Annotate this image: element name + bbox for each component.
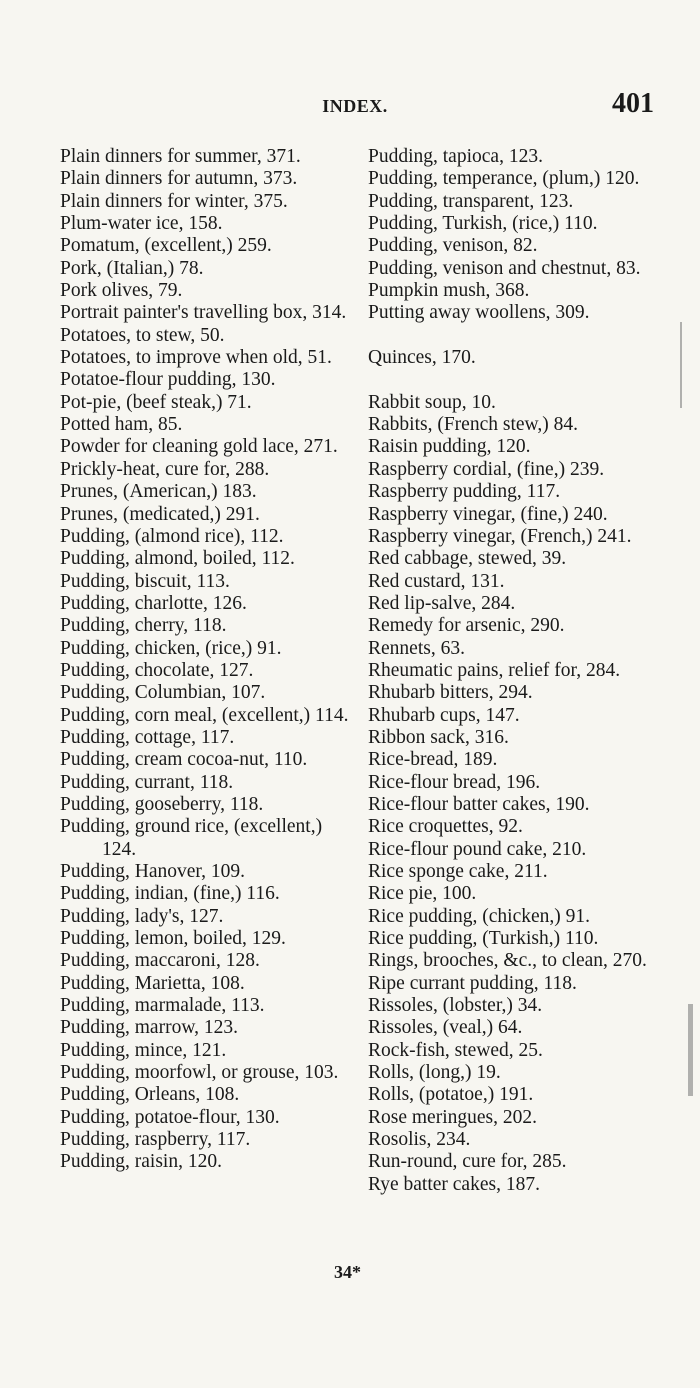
index-entry: Prunes, (American,) 183. — [60, 481, 257, 503]
index-entry: Pudding, Hanover, 109. — [60, 861, 245, 882]
index-entry: Pudding, cottage, 117. — [60, 726, 235, 748]
index-entry: Raspberry cordial, (fine,) 239. — [368, 458, 605, 480]
index-entry: Pudding, ground rice, (excellent,) 124. — [60, 816, 323, 860]
scan-mark — [680, 322, 682, 408]
index-entry: Putting away woollens, 309. — [368, 302, 590, 324]
index-entry: Rolls, (potatoe,) 191. — [368, 1084, 534, 1106]
index-entry: Rabbit soup, 10. — [368, 391, 496, 413]
signature-mark: 34* — [334, 1262, 361, 1282]
index-entry: Potatoes, to stew, 50. — [60, 324, 225, 346]
index-entry: Rissoles, (lobster,) 34. — [368, 995, 543, 1017]
index-entry: Pot-pie, (beef steak,) 71. — [60, 391, 252, 413]
index-entry: Rhubarb bitters, 294. — [368, 682, 533, 704]
index-entry: Potatoe-flour pudding, 130. — [60, 369, 276, 391]
index-entry: Pudding, moorfowl, or grouse, 103. — [60, 1062, 339, 1084]
index-entry: Rice-flour batter cakes, 190. — [368, 793, 590, 815]
index-entry: Pudding, raisin, 120. — [60, 1151, 222, 1173]
index-entry: Prickly-heat, cure for, 288. — [60, 458, 270, 480]
scan-mark — [688, 1004, 693, 1096]
index-entry: Pudding, raspberry, 117. — [60, 1129, 251, 1151]
index-entry: Pudding, maccaroni, 128. — [60, 950, 260, 972]
index-entry: Pudding, cream cocoa-nut, 110. — [60, 749, 308, 771]
index-entry: Rose meringues, 202. — [368, 1106, 537, 1128]
index-entry: Ripe currant pudding, 118. — [368, 972, 577, 994]
index-entry: Rolls, (long,) 19. — [368, 1062, 501, 1084]
index-entry: Red cabbage, stewed, 39. — [368, 548, 567, 570]
index-entry: Potatoes, to improve when old, 51. — [60, 347, 332, 369]
index-entry: Raspberry vinegar, (fine,) 240. — [368, 503, 608, 525]
index-entry: Pudding, temperance, (plum,) 120. — [368, 168, 640, 190]
index-entry: Pudding, gooseberry, 118. — [60, 793, 264, 815]
index-entry: Rock-fish, stewed, 25. — [368, 1039, 543, 1061]
index-entry: Pork olives, 79. — [60, 280, 183, 302]
index-entry: Potted ham, 85. — [60, 414, 183, 436]
index-entry: Plain dinners for autumn, 373. — [60, 168, 298, 190]
index-entry: Pomatum, (excellent,) 259. — [60, 235, 272, 257]
index-entry: Pudding, lady's, 127. — [60, 905, 224, 927]
index-entry: Raspberry vinegar, (French,) 241. — [368, 525, 632, 547]
index-entry: Quinces, 170. — [368, 347, 476, 369]
index-entry: Rye batter cakes, 187. — [368, 1173, 540, 1195]
index-entry: Pudding, currant, 118. — [60, 771, 234, 793]
index-entry: Rhubarb cups, 147. — [368, 704, 520, 726]
index-entry: Plain dinners for winter, 375. — [60, 190, 288, 212]
index-entry: Rabbits, (French stew,) 84. — [368, 414, 578, 436]
index-entry: Rice-bread, 189. — [368, 749, 498, 771]
index-entry: Pudding, (almond rice), 112. — [60, 525, 284, 547]
index-gap — [368, 369, 664, 391]
index-entry: Pudding, lemon, boiled, 129. — [60, 928, 286, 950]
index-entry: Raspberry pudding, 117. — [368, 481, 561, 503]
index-entry: Pudding, charlotte, 126. — [60, 592, 247, 614]
index-entry: Ribbon sack, 316. — [368, 726, 509, 748]
index-entry: Remedy for arsenic, 290. — [368, 615, 565, 637]
index-entry: Pudding, indian, (fine,) 116. — [60, 883, 280, 905]
index-entry: Pudding, marrow, 123. — [60, 1017, 239, 1039]
index-entry: Red lip-salve, 284. — [368, 592, 516, 614]
index-entry: Pudding, biscuit, 113. — [60, 570, 230, 592]
index-entry: Rings, brooches, &c., to clean, 270. — [368, 950, 647, 972]
index-entry: Portrait painter's travelling box, 314. — [60, 302, 347, 324]
index-entry: Pudding, Columbian, 107. — [60, 682, 266, 704]
index-entry: Rice-flour bread, 196. — [368, 771, 541, 793]
index-entry: Rosolis, 234. — [368, 1129, 471, 1151]
index-entry: Pudding, Marietta, 108. — [60, 972, 245, 994]
index-entry: Pudding, venison and chestnut, 83. — [368, 257, 641, 279]
index-entry: Rice sponge cake, 211. — [368, 861, 548, 882]
index-entry: Powder for cleaning gold lace, 271. — [60, 436, 338, 458]
page-number: 401 — [612, 88, 654, 119]
page-header-title: INDEX. — [322, 96, 388, 116]
index-entry: Pudding, chocolate, 127. — [60, 659, 254, 681]
index-entry: Pork, (Italian,) 78. — [60, 257, 204, 279]
index-entry: Pudding, marmalade, 113. — [60, 995, 265, 1017]
index-entry: Pudding, corn meal, (excellent,) 114. — [60, 704, 349, 726]
index-entry: Pudding, cherry, 118. — [60, 615, 227, 637]
index-entry: Rice pie, 100. — [368, 883, 477, 905]
index-entry: Rice croquettes, 92. — [368, 816, 523, 838]
index-entry: Plum-water ice, 158. — [60, 213, 223, 235]
index-entry: Rice-flour pound cake, 210. — [368, 838, 587, 860]
index-entry: Rice pudding, (chicken,) 91. — [368, 905, 591, 927]
index-entry: Pumpkin mush, 368. — [368, 280, 530, 302]
index-entry: Pudding, mince, 121. — [60, 1039, 227, 1061]
index-entry: Run-round, cure for, 285. — [368, 1151, 567, 1173]
index-entry: Rheumatic pains, relief for, 284. — [368, 659, 621, 681]
index-gap — [368, 325, 664, 347]
index-entry: Rissoles, (veal,) 64. — [368, 1017, 523, 1039]
index-entry: Red custard, 131. — [368, 570, 505, 592]
index-entry: Pudding, venison, 82. — [368, 235, 538, 257]
index-entry: Pudding, tapioca, 123. — [368, 146, 543, 167]
index-entry: Rice pudding, (Turkish,) 110. — [368, 928, 599, 950]
index-entry: Prunes, (medicated,) 291. — [60, 503, 260, 525]
index-entry: Plain dinners for summer, 371. — [60, 146, 301, 167]
index-column-left — [60, 146, 352, 1174]
index-column-right — [368, 146, 664, 1196]
index-entry: Pudding, almond, boiled, 112. — [60, 548, 295, 570]
index-entry: Pudding, Turkish, (rice,) 110. — [368, 213, 598, 235]
index-entry: Pudding, potatoe-flour, 130. — [60, 1106, 280, 1128]
index-entry: Pudding, chicken, (rice,) 91. — [60, 637, 282, 659]
index-entry: Pudding, Orleans, 108. — [60, 1084, 240, 1106]
index-entry: Raisin pudding, 120. — [368, 436, 531, 458]
index-entry: Rennets, 63. — [368, 637, 465, 659]
index-entry: Pudding, transparent, 123. — [368, 190, 574, 212]
